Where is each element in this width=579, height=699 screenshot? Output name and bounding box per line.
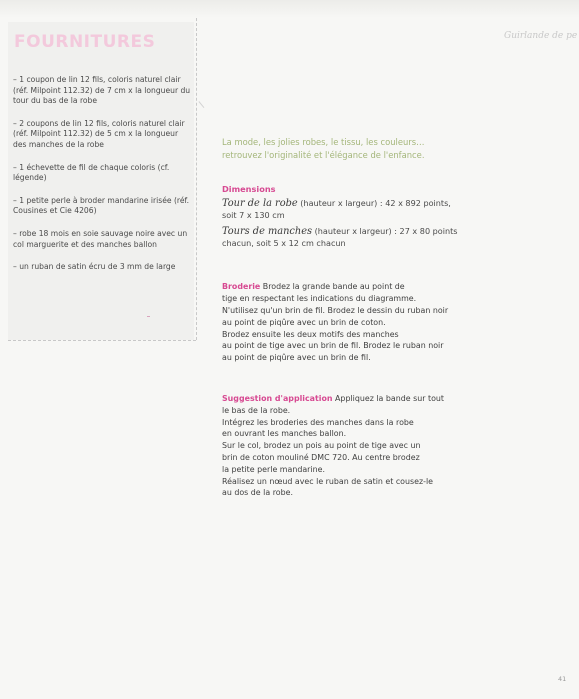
intro-text <box>222 136 472 161</box>
broderie-line: au point de piqûre avec un brin de fil. <box>222 353 371 363</box>
suggestion-line: au dos de la robe. <box>222 488 293 498</box>
suggestion-line: Intégrez les broderies des manches dans la robe <box>222 417 414 427</box>
page-number: 41 <box>558 675 567 683</box>
broderie-line: Brodez la grande bande au point de <box>260 282 405 292</box>
print-mark <box>147 316 150 320</box>
dimensions-label: Dimensions <box>222 184 276 195</box>
broderie-line: au point de tige avec un brin de fil. Brodez le ruban noir <box>222 341 444 351</box>
dimension-manches-text: (hauteur x largeur) : 27 x 80 points <box>312 225 458 236</box>
suggestion-line: le bas de la robe. <box>222 405 291 415</box>
panel-divider-horizontal <box>8 340 196 341</box>
suggestion-line: brin de coton mouliné DMC 720. Au centre brodez <box>222 452 420 462</box>
broderie-line: Brodez ensuite les deux motifs des manches <box>222 329 399 339</box>
dimension-robe <box>222 198 472 222</box>
intro-line: La mode, les jolies robes, le tissu, les couleurs… <box>222 137 425 147</box>
suggestion-line: Sur le col, brodez un pois au point de tige avec un <box>222 441 421 451</box>
dimension-manches <box>222 226 472 250</box>
dimension-robe-name: Tour de la robe <box>222 198 298 210</box>
broderie-line: tige en respectant les indications du diagramme. <box>222 294 417 304</box>
supply-item: – 1 petite perle à broder mandarine irisée (réf. Cousines et Cie 4206) <box>13 195 190 216</box>
dimension-manches-text: chacun, soit 5 x 12 cm chacun <box>222 237 346 248</box>
main-content <box>222 136 472 499</box>
scan-shadow <box>0 0 579 18</box>
supplies-list <box>13 75 193 285</box>
suggestion-line: la petite perle mandarine. <box>222 464 325 474</box>
suggestion-section <box>222 393 472 499</box>
dimension-robe-text: soit 7 x 130 cm <box>222 209 285 220</box>
suggestion-line: Réalisez un nœud avec le ruban de satin et cousez-le <box>222 476 434 486</box>
broderie-line: au point de piqûre avec un brin de coton. <box>222 317 386 327</box>
supply-item: – robe 18 mois en soie sauvage noire avec un col marguerite et des manches ballon <box>13 228 188 249</box>
supplies-title: FOURNITURES <box>14 32 156 52</box>
suggestion-line: Appliquez la bande sur tout <box>332 393 444 403</box>
supply-item: – un ruban de satin écru de 3 mm de large <box>13 262 176 272</box>
print-mark <box>198 96 210 108</box>
supply-item: – 1 échevette de fil de chaque coloris (cf. légende) <box>13 162 170 183</box>
suggestion-line: en ouvrant les manches ballon. <box>222 429 347 439</box>
broderie-line: N'utilisez qu'un brin de fil. Brodez le dessin du ruban noir <box>222 305 449 315</box>
supply-item: – 2 coupons de lin 12 fils, coloris naturel clair (réf. Milpoint 112.32) de 5 cm x la longueur des manches de la robe <box>13 118 185 149</box>
suggestion-label: Suggestion d'application <box>222 393 333 403</box>
dimension-manches-name: Tours de manches <box>222 225 313 237</box>
dimension-robe-text: (hauteur x largeur) : 42 x 892 points, <box>297 198 451 209</box>
broderie-section <box>222 281 472 364</box>
broderie-label: Broderie <box>222 282 261 292</box>
intro-line: retrouvez l'originalité et l'élégance de l'enfance. <box>222 149 425 160</box>
panel-divider-vertical <box>196 18 197 340</box>
supply-item: – 1 coupon de lin 12 fils, coloris naturel clair (réf. Milpoint 112.32) de 7 cm x la longueur du tour du bas de la robe <box>13 75 191 106</box>
running-head: Guirlande de pe <box>504 31 578 41</box>
